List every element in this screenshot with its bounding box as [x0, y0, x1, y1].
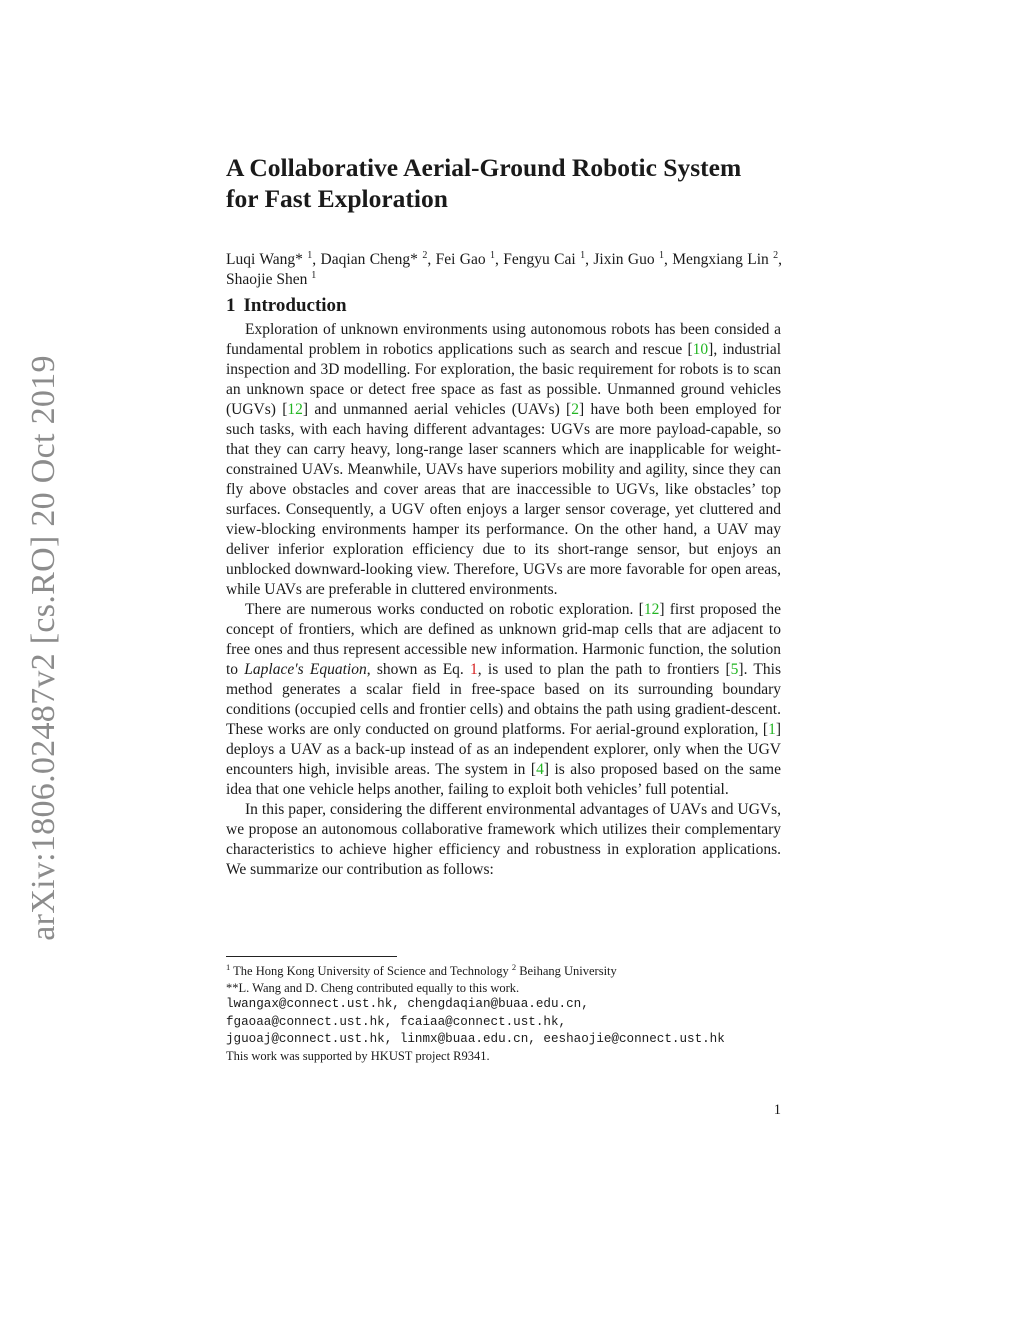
email-list-line: lwangax@connect.ust.hk, chengdaqian@buaa.edu.cn,	[226, 997, 589, 1012]
author-name: Luqi Wang*	[226, 251, 303, 268]
author-name: , Fei Gao	[427, 251, 486, 268]
author-name: , Shaojie Shen	[226, 251, 783, 288]
affiliation-text: The Hong Kong University of Science and Technology	[230, 964, 512, 978]
citation-link[interactable]: 1	[768, 721, 776, 738]
citation-link[interactable]: 5	[730, 661, 739, 678]
section-title: Introduction	[243, 295, 347, 316]
affiliations-footnote	[226, 963, 796, 980]
text-run: ] deploys a UAV as a back-up instead of as an independent explorer, only when the UGV encounters high, invisible areas. The system in [	[226, 721, 781, 778]
affiliation-mark: 1	[311, 269, 317, 281]
citation-link[interactable]: 10	[692, 341, 709, 358]
affiliation-mark: 1	[580, 249, 586, 261]
equal-contribution-note: **L. Wang and D. Cheng contributed equally to this work.	[226, 980, 520, 995]
author-name: , Daqian Cheng*	[312, 251, 418, 268]
author-list	[226, 250, 782, 290]
section-heading	[226, 295, 347, 317]
citation-link[interactable]: 12	[643, 601, 660, 618]
text-run: , shown as Eq.	[366, 661, 471, 678]
paragraph-3: In this paper, considering the different environmental advantages of UAVs and UGVs, we propose an autonomous collaborative framework which utilizes their complementary characteristics to achieve higher efficiency and robustness in exploration applications. We summarize our contribution as follows:	[226, 801, 781, 878]
text-run: There are numerous works conducted on robotic exploration. [	[245, 601, 644, 618]
text-run: ] and unmanned aerial vehicles (UAVs) [	[302, 401, 572, 418]
affiliation-mark: 2	[773, 249, 779, 261]
page-number: 1	[773, 1102, 781, 1118]
paper-title	[226, 152, 786, 214]
citation-link[interactable]: 12	[287, 401, 303, 418]
title-line-1: A Collaborative Aerial-Ground Robotic System	[226, 153, 742, 182]
affiliation-mark: 1	[658, 249, 664, 261]
footnote-divider	[226, 956, 397, 957]
footnotes	[226, 963, 796, 1065]
paragraph-1	[226, 320, 781, 600]
affiliation-mark: 1	[490, 249, 496, 261]
text-run: Exploration of unknown environments using autonomous robots has been consided a fundamental problem in robotics applications such as search and rescue [	[226, 321, 781, 358]
text-run: ] is also proposed based on the same idea that one vehicle helps another, failing to exploit both vehicles’ full potential.	[226, 761, 781, 798]
citation-link[interactable]: 2	[571, 401, 579, 418]
citation-link[interactable]: 4	[536, 761, 544, 778]
text-run: , is used to plan the path to frontiers [	[477, 661, 731, 678]
author-name: , Mengxiang Lin	[663, 251, 769, 268]
text-run: ] first proposed the concept of frontiers, which are defined as unknown grid-map cells that are adjacent to free ones and thus represent accessible new information. Harmonic function, the solution to	[226, 601, 781, 678]
email-list-line: jguoaj@connect.ust.hk, linmx@buaa.edu.cn, eeshaojie@connect.ust.hk	[226, 1031, 725, 1046]
affiliation-mark: 1	[226, 961, 231, 972]
affiliation-mark: 2	[511, 961, 517, 972]
funding-note: This work was supported by HKUST project R9341.	[226, 1049, 490, 1064]
paragraph-2	[226, 600, 781, 800]
author-name: , Fengyu Cai	[495, 251, 576, 268]
arxiv-identifier-stamp: arXiv:1806.02487v2 [cs.RO] 20 Oct 2019	[25, 355, 62, 941]
author-name: , Jixin Guo	[585, 251, 655, 268]
section-number: 1	[226, 295, 236, 316]
math-term: Laplace′s Equation	[244, 661, 367, 678]
title-line-2: for Fast Exploration	[226, 184, 448, 213]
affiliation-mark: 2	[422, 249, 428, 261]
equation-reference-link[interactable]: 1	[470, 661, 478, 678]
email-list-line: fgaoaa@connect.ust.hk, fcaiaa@connect.ust.hk,	[226, 1014, 567, 1029]
introduction-body	[226, 320, 781, 880]
text-run: ] have both been employed for such tasks, with each having different advantages: UGVs are more payload-capable, so that they can carry heavy, long-range laser scanners which are inapplicable for weight-constrained UAVs. Meanwhile, UAVs have superiors mobility and agility, since they can fly above obstacles and cover areas that are inaccessible to UGVs, like obstacles’ top surfaces. Consequently, a UGV often enjoys a larger sensor coverage, yet cluttered and view-blocking environments hamper its performance. On the other hand, a UAV may deliver inferior exploration efficiency due to its short-range sensor, but enjoys an unblocked downward-looking view. Therefore, UGVs are more favorable for open areas, while UAVs are preferable in cluttered environments.	[226, 401, 781, 598]
affiliation-text: Beihang University	[516, 964, 617, 978]
text-run: ]. This method generates a scalar field in free-space based on its surrounding boundary conditions (occupied cells and frontier cells) and obtains the path using gradient-descent. These works are only conducted on ground platforms. For aerial-ground exploration, [	[226, 661, 781, 738]
text-run: ], industrial inspection and 3D modelling. For exploration, the basic requirement for robots is to scan an unknown space or detect free space as fast as possible. Unmanned ground vehicles (UGVs) [	[226, 341, 782, 418]
affiliation-mark: 1	[307, 249, 313, 261]
